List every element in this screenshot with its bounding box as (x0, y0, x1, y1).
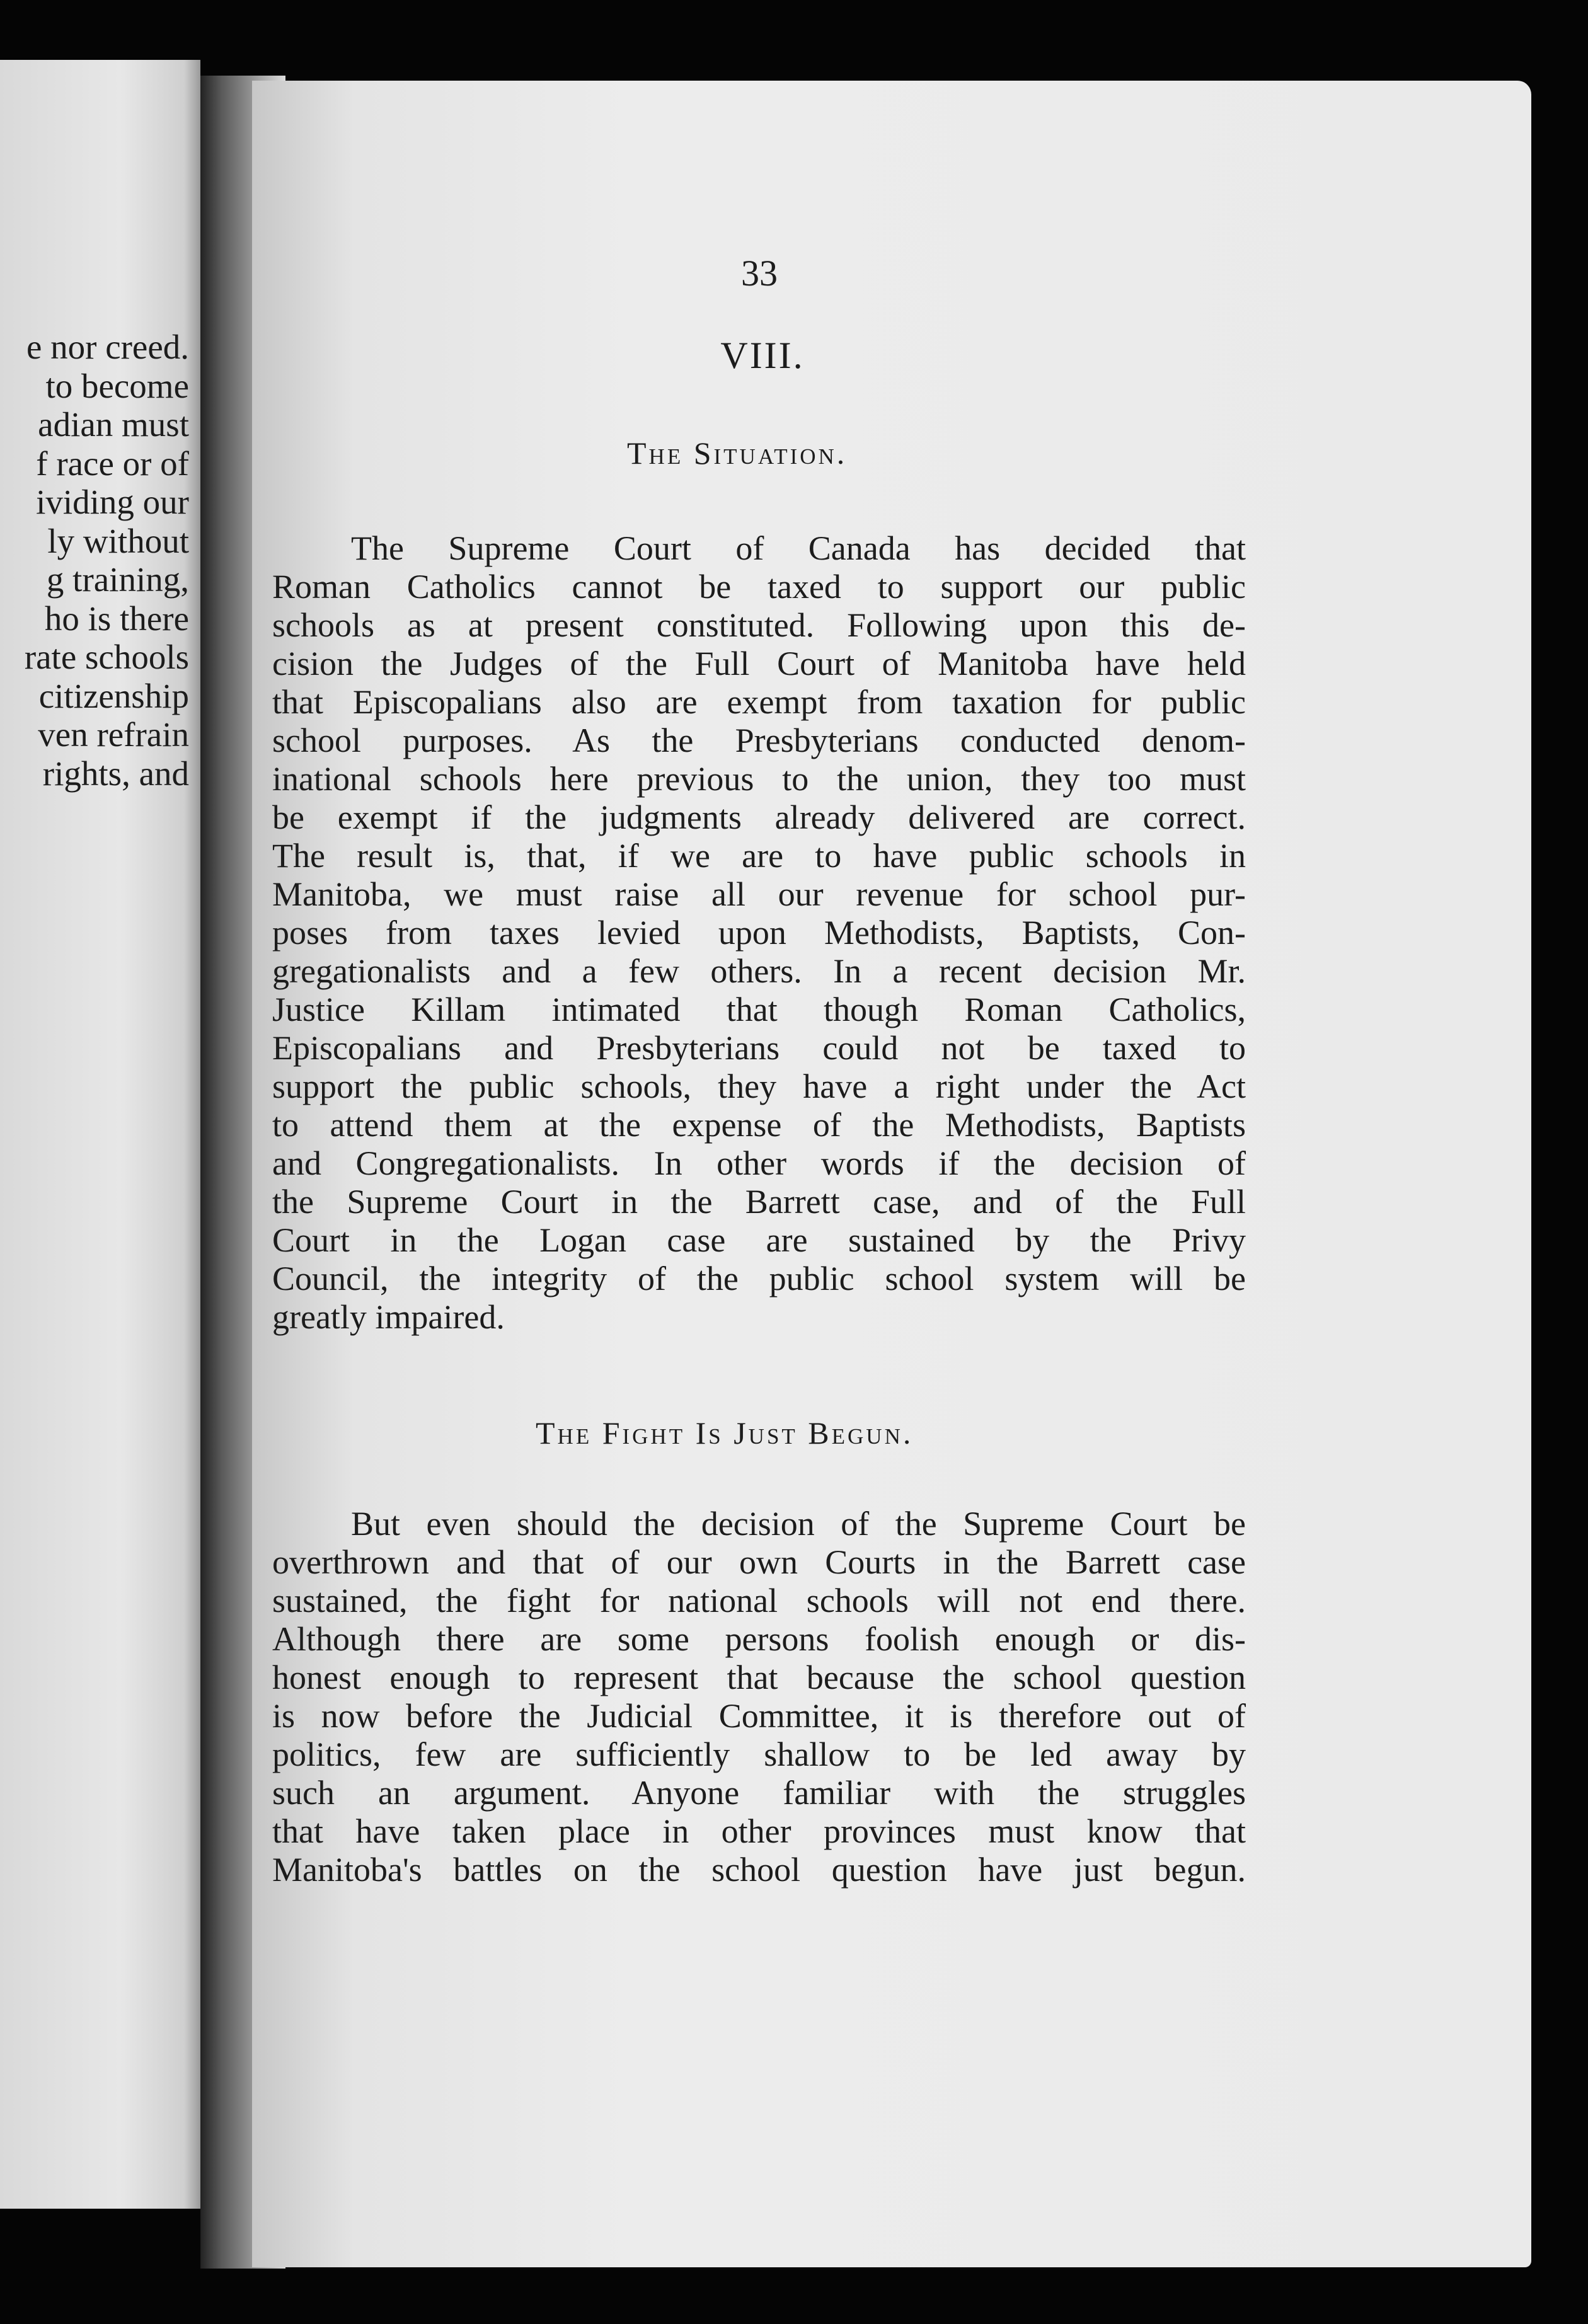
text-line: But even should the decision of the Supreme Court be (351, 1505, 1246, 1543)
previous-page-line: f race or of (36, 444, 189, 483)
text-line: be exempt if the judgments already delivered are correct. (272, 798, 1246, 836)
text-line: and Congregationalists. In other words if the decision of (272, 1144, 1246, 1182)
text-line: The result is, that, if we are to have public schools in (272, 837, 1246, 875)
previous-page-line: ho is there (44, 599, 189, 638)
text-line: school purposes. As the Presbyterians conducted denom- (272, 722, 1246, 759)
text-line: to attend them at the expense of the Methodists, Baptists (272, 1106, 1246, 1144)
text-line: poses from taxes levied upon Methodists, Baptists, Con- (272, 914, 1246, 952)
text-line: Manitoba, we must raise all our revenue for school pur- (272, 875, 1246, 913)
previous-page-line: g training, (46, 560, 189, 599)
previous-page-line: rate schools (24, 638, 189, 676)
text-line: cision the Judges of the Full Court of Manitoba have held (272, 645, 1246, 682)
section-heading: The Situation. (627, 435, 848, 471)
previous-page-line: ly without (47, 521, 189, 560)
text-line: that Episcopalians also are exempt from taxation for public (272, 683, 1246, 721)
text-line: gregationalists and a few others. In a recent decision Mr. (272, 952, 1246, 990)
text-line: greatly impaired. (272, 1298, 505, 1336)
paragraph (272, 529, 1246, 1337)
previous-page-line: adian must (38, 405, 189, 444)
text-line: Justice Killam intimated that though Roman Catholics, (272, 991, 1246, 1028)
text-line: that have taken place in other provinces must know that (272, 1812, 1246, 1850)
previous-page-line: e nor creed. (26, 328, 189, 366)
text-line: sustained, the fight for national schools will not end there. (272, 1582, 1246, 1619)
text-line: overthrown and that of our own Courts in the Barrett case (272, 1543, 1246, 1581)
page-number: 33 (741, 253, 778, 294)
previous-page-strip (0, 60, 200, 2209)
text-line: Although there are some persons foolish enough or dis- (272, 1620, 1246, 1658)
previous-page-line: to become (45, 366, 189, 405)
paragraph (272, 1505, 1246, 1889)
text-line: Council, the integrity of the public school system will be (272, 1260, 1246, 1297)
previous-page-line: ividing our (36, 483, 189, 521)
text-line: is now before the Judicial Committee, it is therefore out of (272, 1697, 1246, 1735)
text-line: Court in the Logan case are sustained by the Privy (272, 1221, 1246, 1259)
section-heading: The Fight Is Just Begun. (536, 1415, 914, 1451)
text-line: honest enough to represent that because the school question (272, 1659, 1246, 1696)
text-line: The Supreme Court of Canada has decided that (351, 529, 1246, 567)
text-line: Episcopalians and Presbyterians could not be taxed to (272, 1029, 1246, 1067)
previous-page-line: citizenship (38, 676, 189, 715)
text-line: inational schools here previous to the union, they too must (272, 760, 1246, 798)
text-line: Roman Catholics cannot be taxed to support our public (272, 568, 1246, 606)
previous-page-line: ven refrain (38, 715, 189, 754)
text-line: the Supreme Court in the Barrett case, and of the Full (272, 1183, 1246, 1221)
text-line: support the public schools, they have a right under the Act (272, 1067, 1246, 1105)
previous-page-line: rights, and (42, 754, 189, 793)
text-line: Manitoba's battles on the school question have just begun. (272, 1851, 1246, 1889)
text-line: such an argument. Anyone familiar with the struggles (272, 1774, 1246, 1812)
text-line: schools as at present constituted. Following upon this de- (272, 606, 1246, 644)
text-line: politics, few are sufficiently shallow to be led away by (272, 1735, 1246, 1773)
previous-page-text (25, 328, 189, 793)
chapter-number: VIII. (720, 335, 805, 376)
